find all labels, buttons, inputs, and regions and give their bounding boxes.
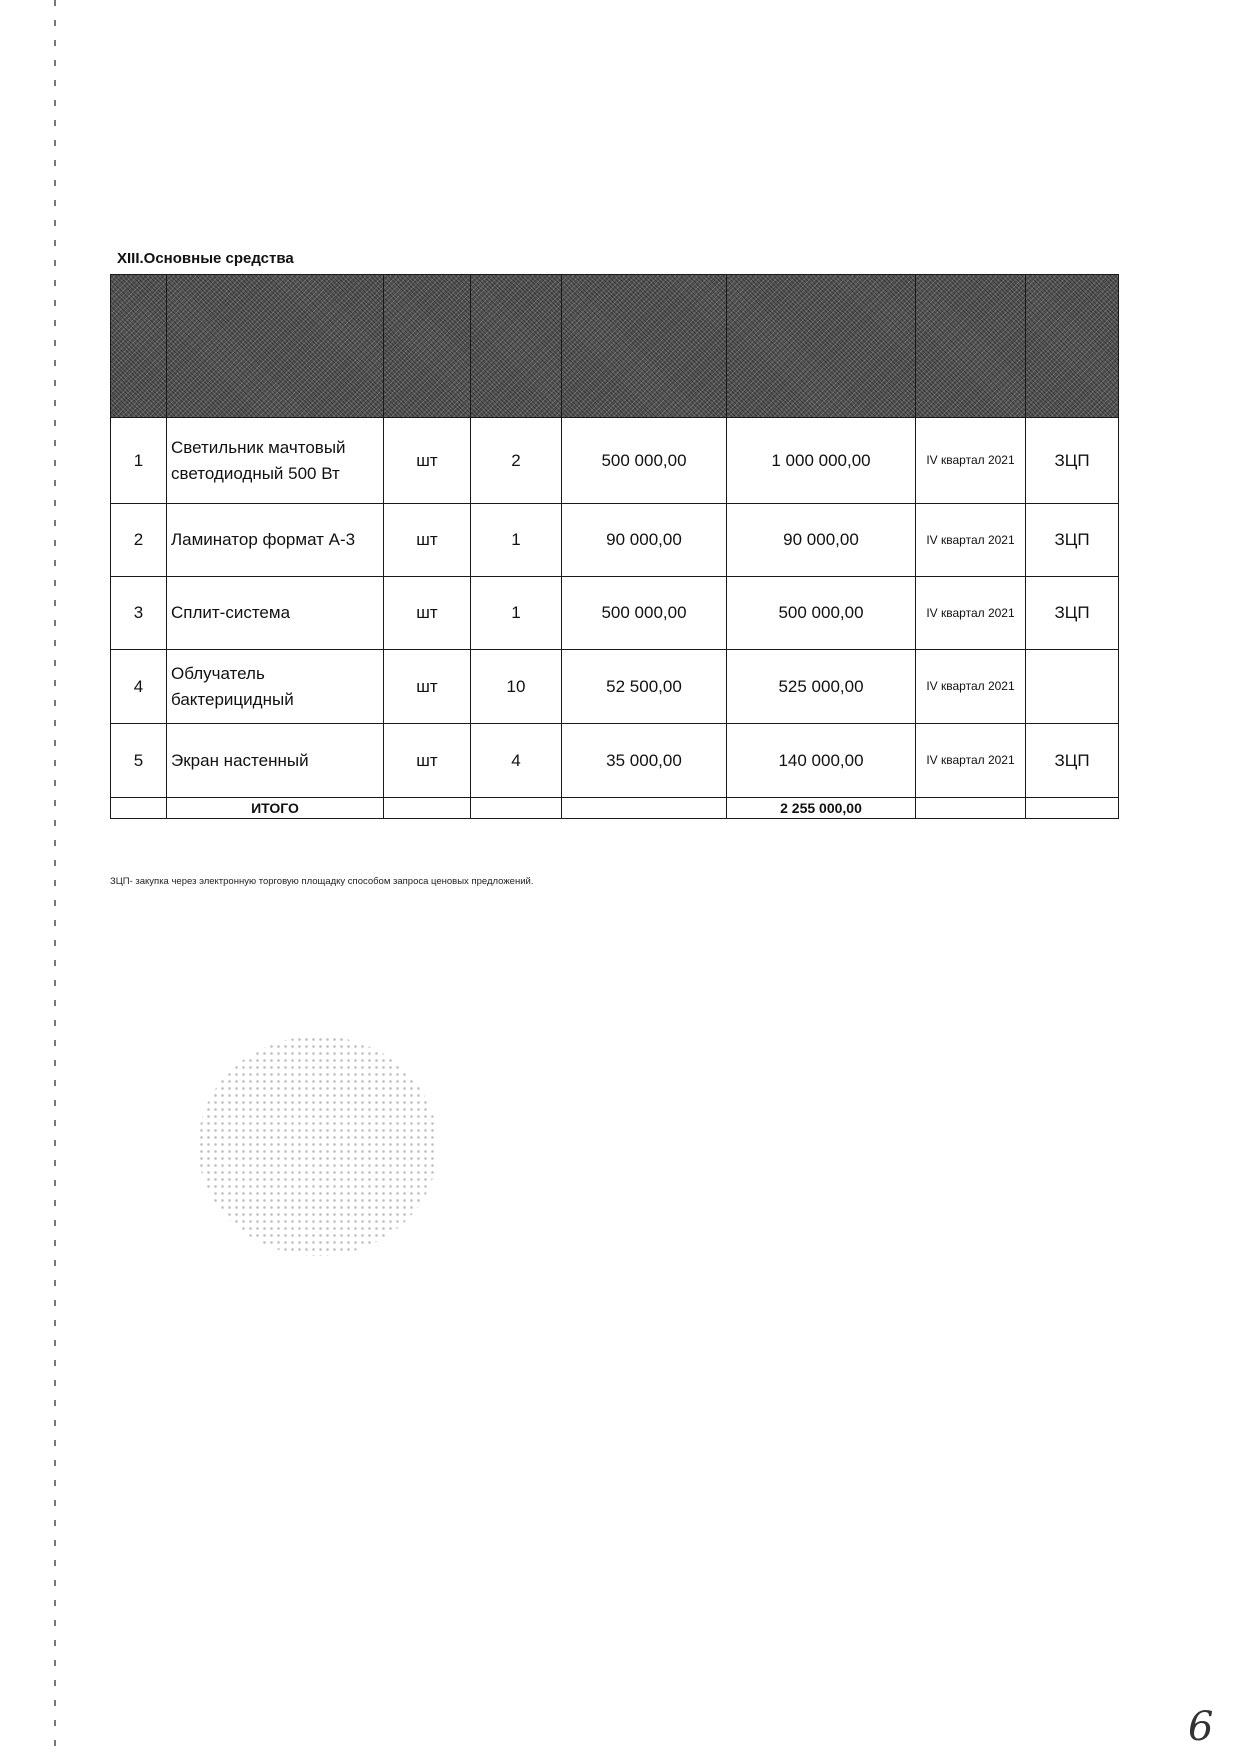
cell-price: 35 000,00: [562, 724, 727, 798]
total-cell-empty: [916, 798, 1026, 819]
cell-quantity: 4: [471, 724, 562, 798]
cell-name: Ламинатор формат А-3: [167, 504, 384, 577]
table-row: [111, 724, 1119, 798]
cell-unit: шт: [384, 577, 471, 650]
cell-period: IV квартал 2021: [916, 577, 1026, 650]
cell-period: IV квартал 2021: [916, 650, 1026, 724]
header-cell: [1026, 275, 1119, 418]
total-cell-empty: [471, 798, 562, 819]
cell-price: 500 000,00: [562, 577, 727, 650]
header-cell: [727, 275, 916, 418]
cell-total: 500 000,00: [727, 577, 916, 650]
cell-method: ЗЦП: [1026, 418, 1119, 504]
table-row: [111, 418, 1119, 504]
table-row: [111, 650, 1119, 724]
cell-unit: шт: [384, 504, 471, 577]
cell-price: 500 000,00: [562, 418, 727, 504]
cell-method: [1026, 650, 1119, 724]
cell-number: 4: [111, 650, 167, 724]
cell-period: IV квартал 2021: [916, 418, 1026, 504]
scan-edge-marks: [54, 0, 56, 1754]
page-number: 6: [1188, 1704, 1214, 1750]
cell-name: Сплит-система: [167, 577, 384, 650]
cell-method: ЗЦП: [1026, 724, 1119, 798]
header-cell: [471, 275, 562, 418]
total-cell-empty: [111, 798, 167, 819]
total-label: ИТОГО: [167, 798, 384, 819]
cell-number: 3: [111, 577, 167, 650]
total-cell-empty: [384, 798, 471, 819]
header-cell: [111, 275, 167, 418]
cell-price: 52 500,00: [562, 650, 727, 724]
cell-unit: шт: [384, 724, 471, 798]
header-cell: [916, 275, 1026, 418]
cell-method: ЗЦП: [1026, 577, 1119, 650]
cell-total: 90 000,00: [727, 504, 916, 577]
header-cell: [384, 275, 471, 418]
cell-period: IV квартал 2021: [916, 504, 1026, 577]
cell-number: 1: [111, 418, 167, 504]
cell-unit: шт: [384, 418, 471, 504]
cell-quantity: 10: [471, 650, 562, 724]
total-row: [111, 798, 1119, 819]
cell-total: 140 000,00: [727, 724, 916, 798]
table-row: [111, 577, 1119, 650]
cell-method: ЗЦП: [1026, 504, 1119, 577]
cell-period: IV квартал 2021: [916, 724, 1026, 798]
faded-stamp: [198, 1036, 438, 1256]
table-header-row: [111, 275, 1119, 418]
cell-name: Экран настенный: [167, 724, 384, 798]
cell-number: 5: [111, 724, 167, 798]
fixed-assets-table: [110, 274, 1119, 819]
cell-unit: шт: [384, 650, 471, 724]
cell-total: 1 000 000,00: [727, 418, 916, 504]
total-cell-empty: [1026, 798, 1119, 819]
total-value: 2 255 000,00: [727, 798, 916, 819]
section-title: XIII.Основные средства: [117, 250, 294, 267]
cell-quantity: 2: [471, 418, 562, 504]
cell-quantity: 1: [471, 504, 562, 577]
cell-price: 90 000,00: [562, 504, 727, 577]
cell-quantity: 1: [471, 577, 562, 650]
total-cell-empty: [562, 798, 727, 819]
footnote: ЗЦП- закупка через электронную торговую площадку способом запроса ценовых предложений.: [110, 876, 534, 887]
cell-number: 2: [111, 504, 167, 577]
header-cell: [167, 275, 384, 418]
cell-name: Облучатель бактерицидный: [167, 650, 384, 724]
header-cell: [562, 275, 727, 418]
cell-total: 525 000,00: [727, 650, 916, 724]
cell-name: Светильник мачтовый светодиодный 500 Вт: [167, 418, 384, 504]
table-row: [111, 504, 1119, 577]
